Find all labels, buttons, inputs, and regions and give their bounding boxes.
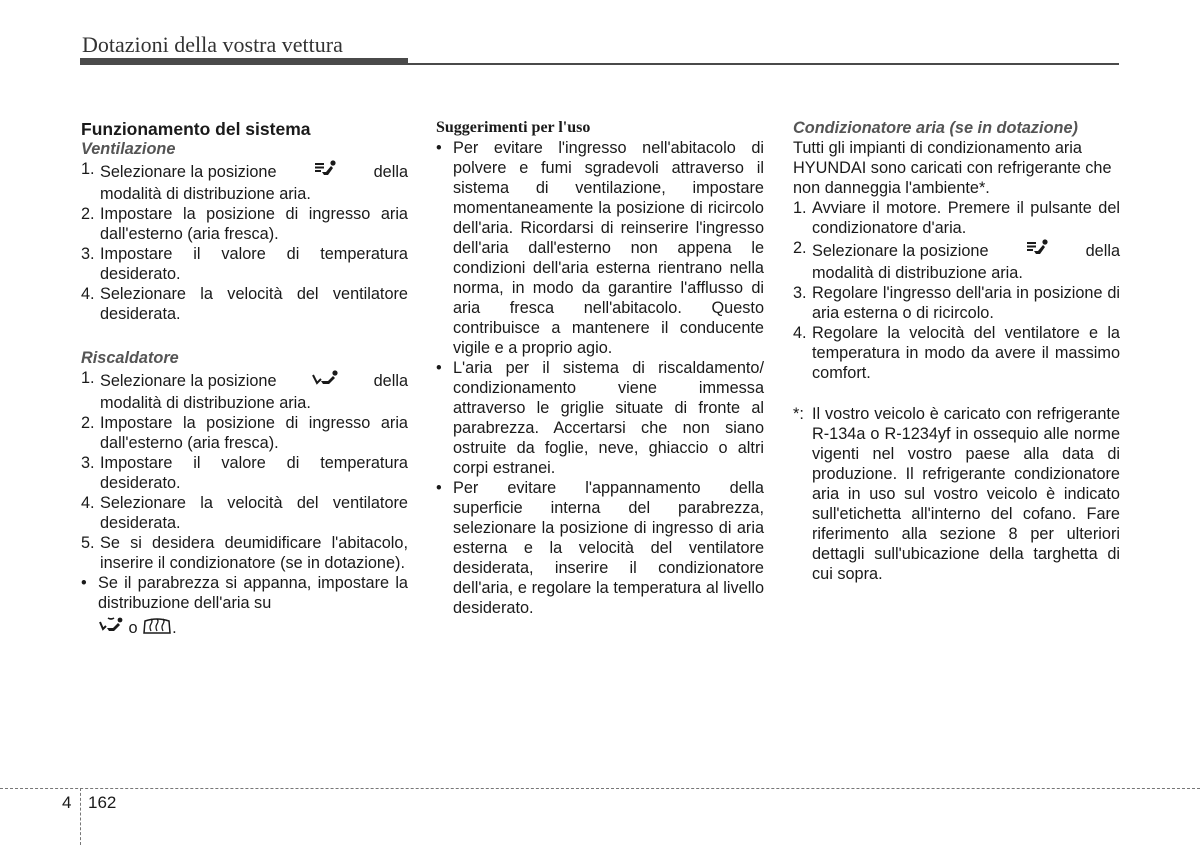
list-item: • Per evitare l'ingresso nell'abitacolo di polvere e fumi sgradevoli attraverso il sistema di ventilazione, impostare momentaneamente la posizione di ricircolo dell'aria. Ricordarsi di reinserire l'ingresso dell'aria dall'esterno non appena le condizioni dell'aria esterna rientrano nella norma, in modo da garantire l'afflusso di aria fresca nell'abitacolo. Questo contribuisce a mantenere il conducente vigile e a proprio agio. xyxy=(436,139,764,357)
face-vent-icon xyxy=(1024,238,1050,263)
list-item: 3. Regolare l'ingresso dell'aria in posizione di aria esterna o di ricircolo. xyxy=(793,284,1120,322)
step-text-continued: modalità di distribuzione aria. xyxy=(100,185,311,203)
section-heading: Funzionamento del sistema xyxy=(81,119,311,139)
heating-bullets xyxy=(81,573,408,642)
list-item: 4. Selezionare la velocità del ventilatore desiderata. xyxy=(81,285,408,323)
list-item: 2. Selezionare la posizione della modalità di distribuzione aria. xyxy=(793,239,1120,282)
list-item: 3. Impostare il valore di temperatura desiderato. xyxy=(81,454,408,492)
list-item: 1. Selezionare la posizione della modalità di distribuzione aria. xyxy=(81,369,408,412)
refrigerant-note: *: Il vostro veicolo è caricato con refrigerante R-134a o R-1234yf in ossequio alle norme vigenti nel vostro paese alla data di produzione. Il refrigerante condizionatore aria in uso sul vostro veicolo è indicato sull'etichetta all'interno del cofano. Fare riferimento alla sezione 8 per ulteriori dettagli sull'ubicazione della targhetta di cui sopra. xyxy=(793,405,1120,583)
list-item: 4. Selezionare la velocità del ventilatore desiderata. xyxy=(81,494,408,532)
face-vent-icon xyxy=(312,159,338,184)
list-item: 1. Selezionare la posizione della modalità di distribuzione aria. xyxy=(81,160,408,203)
header-rule-thick xyxy=(80,58,408,65)
ac-steps xyxy=(793,198,1120,383)
list-item: 1. Avviare il motore. Premere il pulsante del condizionatore d'aria. xyxy=(793,199,1120,237)
list-item: 2. Impostare la posizione di ingresso aria dall'esterno (aria fresca). xyxy=(81,414,408,452)
list-item: • Se il parabrezza si appanna, impostare la distribuzione dell'aria su o . xyxy=(81,573,408,642)
tips-heading: Suggerimenti per l'uso xyxy=(436,119,591,136)
ac-intro: Tutti gli impianti di condizionamento aria HYUNDAI sono caricati con refrigerante che non danneggia l'ambiente*. xyxy=(793,139,1112,197)
footer-divider xyxy=(80,788,81,845)
heating-steps xyxy=(81,368,408,573)
list-item: 4. Regolare la velocità del ventilatore e la temperatura in modo da avere il massimo comfort. xyxy=(793,324,1120,382)
list-item: 2. Impostare la posizione di ingresso aria dall'esterno (aria fresca). xyxy=(81,205,408,243)
step-text-continued: modalità di distribuzione aria. xyxy=(100,394,311,412)
ventilation-steps xyxy=(81,159,408,324)
list-item: 3. Impostare il valore di temperatura desiderato. xyxy=(81,245,408,283)
windshield-defrost-icon xyxy=(142,615,172,642)
ac-heading: Condizionatore aria (se in dotazione) xyxy=(793,119,1078,137)
page-number: 162 xyxy=(88,793,117,812)
ventilation-heading: Ventilazione xyxy=(81,140,176,158)
list-item: • Per evitare l'appannamento della superficie interna del parabrezza, selezionare la posizione di ingresso di aria esterna e la velocità del ventilatore desiderata, inserire il condizionatore dell'aria, e regolare la temperatura al livello desiderato. xyxy=(436,479,764,617)
page-header-title: Dotazioni della vostra vettura xyxy=(82,32,343,57)
chapter-number: 4 xyxy=(62,793,72,812)
list-item: 5. Se si desidera deumidificare l'abitacolo, inserire il condizionatore (se in dotazione). xyxy=(81,534,408,572)
column-operation xyxy=(81,118,408,642)
column-tips xyxy=(436,118,764,618)
step-text-continued: modalità di distribuzione aria. xyxy=(812,264,1023,282)
floor-vent-icon xyxy=(311,368,339,393)
column-air-conditioner xyxy=(793,118,1120,584)
footer-rule xyxy=(0,788,1200,789)
list-item: • L'aria per il sistema di riscaldamento/ condizionamento viene immessa attraverso le griglie situate di fronte al parabrezza. Accertarsi che non siano ostruite da foglie, neve, ghiaccio o altri corpi estranei. xyxy=(436,359,764,477)
floor-defrost-icon xyxy=(98,616,124,641)
header-rule-thin xyxy=(408,63,1119,65)
heating-heading: Riscaldatore xyxy=(81,349,179,367)
tips-list xyxy=(436,138,764,618)
